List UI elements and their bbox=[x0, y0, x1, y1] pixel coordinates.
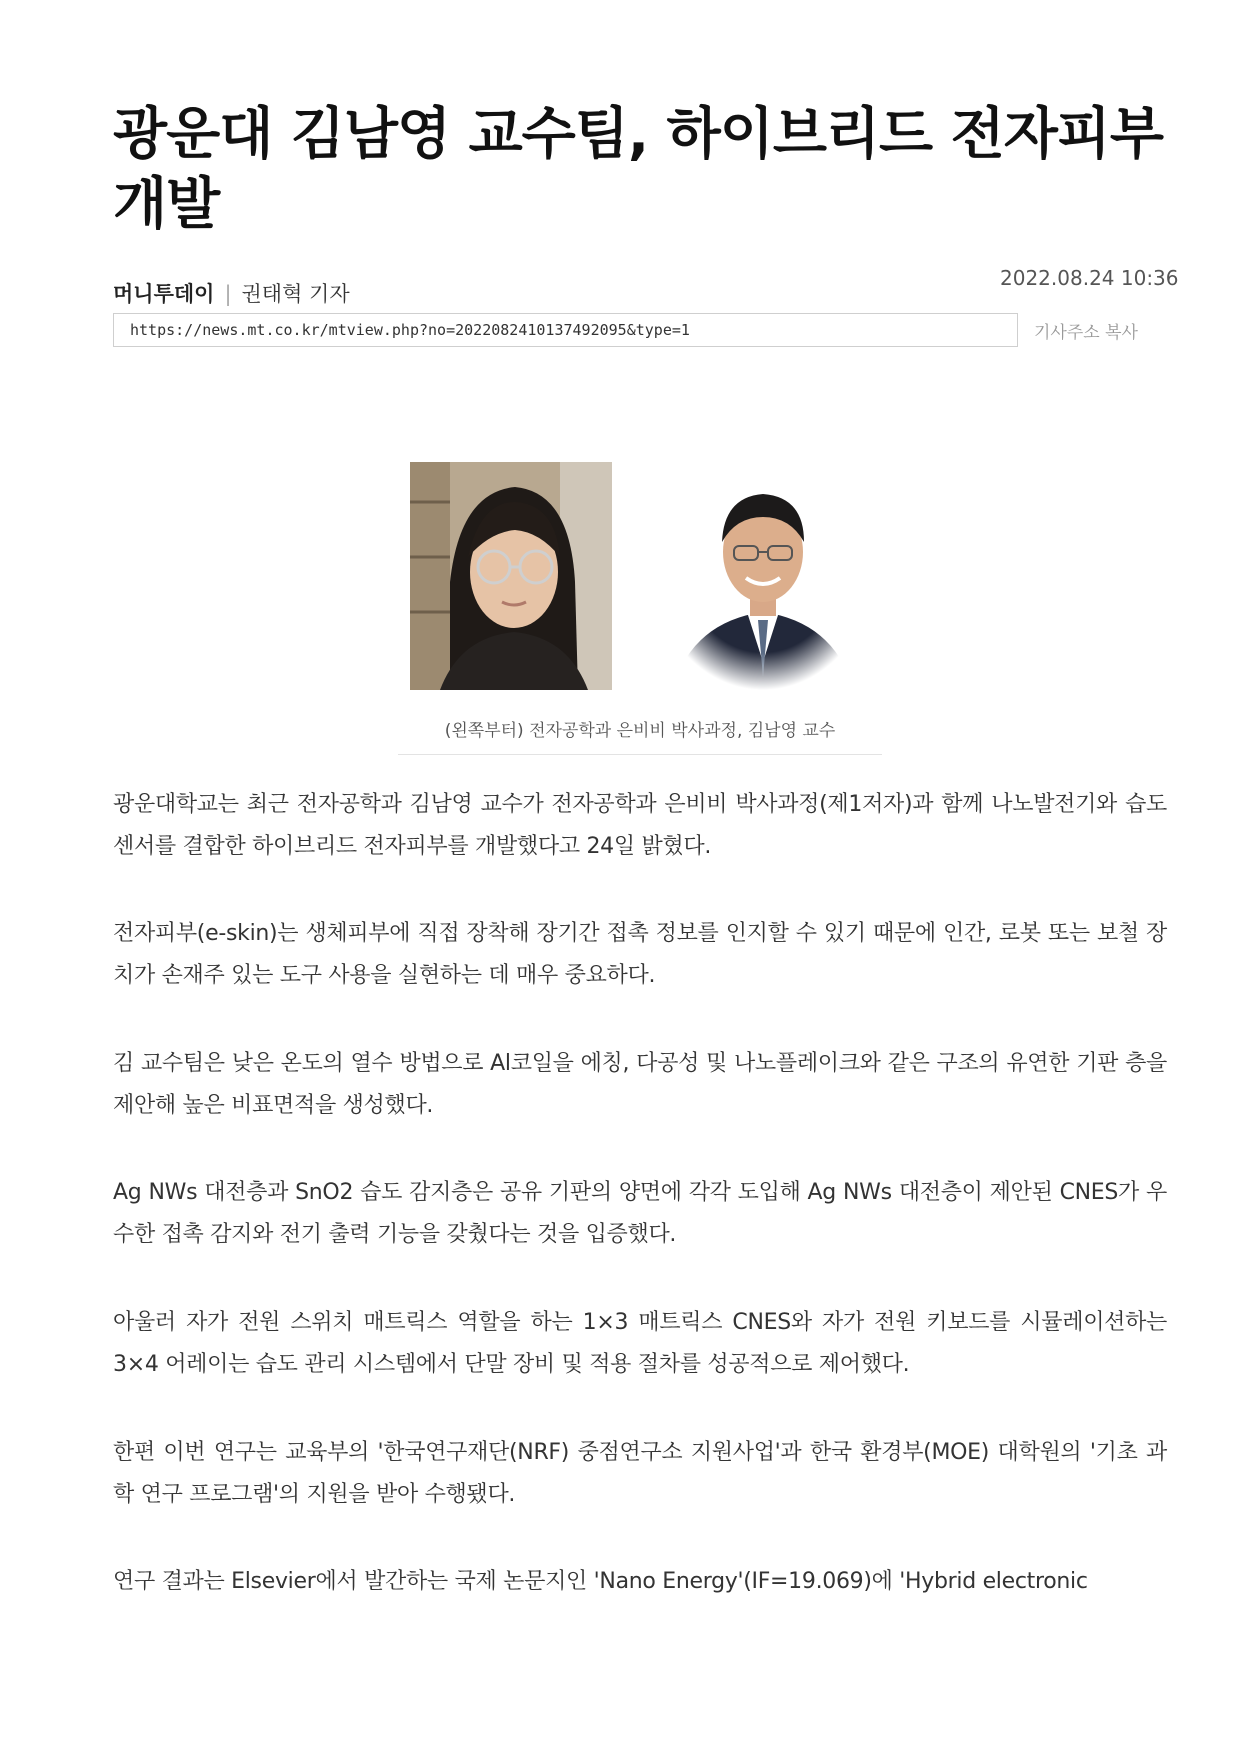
body-paragraph-4: Ag NWs 대전층과 SnO2 습도 감지층은 공유 기판의 양면에 각각 도입해 Ag NWs 대전층이 제안된 CNES가 우수한 접촉 감지와 전기 출력 기능을 갖췄다는 것을 입증했다. bbox=[113, 1180, 1167, 1247]
portrait-right-image bbox=[662, 462, 864, 690]
article-url-field[interactable]: https://news.mt.co.kr/mtview.php?no=2022082410137492095&type=1 bbox=[113, 313, 1018, 347]
body-paragraph-1: 광운대학교는 최근 전자공학과 김남영 교수가 전자공학과 은비비 박사과정(제1저자)과 함께 나노발전기와 습도 센서를 결합한 하이브리드 전자피부를 개발했다고 24일 밝혔다. bbox=[113, 792, 1167, 859]
publish-date: 2022.08.24 10:36 bbox=[1000, 266, 1179, 290]
body-paragraph-5: 아울러 자가 전원 스위치 매트릭스 역할을 하는 1×3 매트릭스 CNES와 자가 전원 키보드를 시뮬레이션하는 3×4 어레이는 습도 관리 시스템에서 단말 장비 및 적용 절차를 성공적으로 제어했다. bbox=[113, 1310, 1167, 1377]
copy-url-button[interactable]: 기사주소 복사 bbox=[1034, 323, 1138, 343]
body-paragraph-7: 연구 결과는 Elsevier에서 발간하는 국제 논문지인 'Nano Energy'(IF=19.069)에 'Hybrid electronic bbox=[113, 1569, 1088, 1594]
portrait-right-illustration bbox=[662, 462, 864, 690]
byline bbox=[113, 278, 350, 308]
press-name[interactable]: 머니투데이 bbox=[113, 282, 215, 306]
portrait-left-illustration bbox=[410, 462, 612, 690]
reporter-name[interactable]: 권태혁 기자 bbox=[241, 282, 350, 306]
body-paragraph-2: 전자피부(e-skin)는 생체피부에 직접 장착해 장기간 접촉 정보를 인지할 수 있기 때문에 인간, 로봇 또는 보철 장치가 손재주 있는 도구 사용을 실현하는 데 매우 중요하다. bbox=[113, 921, 1167, 988]
body-paragraph-3: 김 교수팀은 낮은 온도의 열수 방법으로 Al코일을 에칭, 다공성 및 나노플레이크와 같은 구조의 유연한 기판 층을 제안해 높은 비표면적을 생성했다. bbox=[113, 1051, 1167, 1118]
caption-divider bbox=[398, 754, 882, 755]
body-paragraph-6: 한편 이번 연구는 교육부의 '한국연구재단(NRF) 중점연구소 지원사업'과 한국 환경부(MOE) 대학원의 '기초 과학 연구 프로그램'의 지원을 받아 수행됐다. bbox=[113, 1440, 1167, 1507]
byline-separator: | bbox=[224, 282, 232, 306]
article-title: 광운대 김남영 교수팀, 하이브리드 전자피부 개발 bbox=[113, 102, 1163, 237]
portrait-left-image bbox=[410, 462, 612, 690]
figure-caption: (왼쪽부터) 전자공학과 은비비 박사과정, 김남영 교수 bbox=[444, 721, 836, 741]
